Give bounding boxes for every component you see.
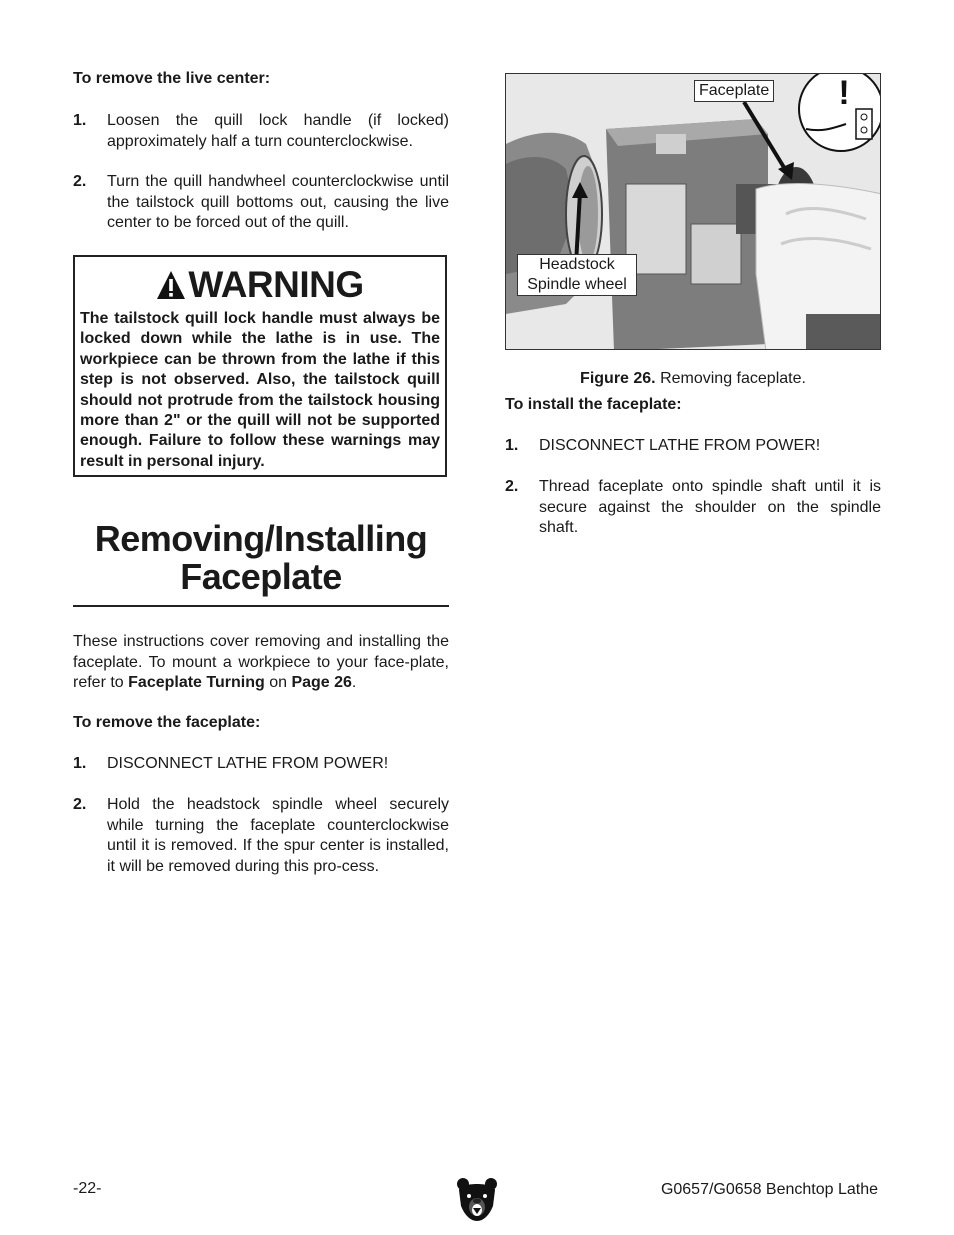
step-number: 2.: [505, 478, 519, 495]
section-divider: [73, 605, 449, 607]
step-number: 1.: [73, 112, 87, 129]
list-item: [505, 477, 881, 539]
page-reference: Page 26: [291, 674, 352, 691]
page-number: -22-: [73, 1180, 102, 1197]
section-title-line: Faceplate: [180, 556, 342, 597]
step-text: Turn the quill handwheel counterclockwise until the tailstock quill bottoms out, causing the live center to be forced out of the quill.: [107, 173, 449, 231]
figure-caption: Figure 26. Removing faceplate.: [580, 370, 806, 387]
reference-link-text: Faceplate Turning: [128, 674, 265, 691]
svg-text:!: !: [838, 74, 850, 112]
callout-headstock-spindle-wheel: Headstock Spindle wheel: [517, 254, 637, 296]
step-text: Thread faceplate onto spindle shaft until it is secure against the shoulder on the spindle shaft.: [539, 478, 881, 536]
lathe-photo-illustration: [506, 74, 881, 350]
step-text: Loosen the quill lock handle (if locked) approximately half a turn counterclockwise.: [107, 112, 449, 150]
warning-header: [75, 265, 445, 305]
step-number: 1.: [505, 437, 519, 454]
bear-head-icon: [455, 1176, 499, 1222]
remove-heading: To remove the faceplate:: [73, 714, 261, 731]
warning-box: [73, 255, 447, 477]
list-item: [73, 795, 449, 877]
warning-text: The tailstock quill lock handle must always be locked down while the lathe is in use. The workpiece can be thrown from the lathe if this step is not observed. Also, the tailstock quill should not protrude from the tailstock housing more than 2" or the quill will not be supported enough. Failure to follow these warnings may result in personal injury.: [80, 310, 440, 470]
list-item: [505, 436, 881, 457]
live-center-heading: To remove the live center:: [73, 70, 271, 87]
section-title-line: Removing/Installing: [94, 518, 428, 559]
list-item: [73, 754, 449, 775]
callout-faceplate: Faceplate: [694, 80, 774, 102]
list-item: [73, 172, 449, 234]
step-number: 2.: [73, 796, 87, 813]
step-number: 2.: [73, 173, 87, 190]
figure-photo: [505, 73, 881, 350]
warning-title: WARNING: [188, 264, 364, 305]
list-item: [73, 111, 449, 152]
warning-triangle-icon: [156, 270, 186, 300]
section-title: [73, 520, 449, 596]
step-text: Hold the headstock spindle wheel securely while turning the faceplate counterclockwise until it is removed. If the spur center is installed, it will be removed during this pro-cess.: [107, 796, 449, 875]
model-name: G0657/G0658 Benchtop Lathe: [660, 1181, 878, 1198]
install-heading: To install the faceplate:: [505, 396, 682, 413]
step-number: 1.: [73, 755, 87, 772]
step-text: DISCONNECT LATHE FROM POWER!: [107, 755, 389, 772]
step-text: DISCONNECT LATHE FROM POWER!: [539, 437, 821, 454]
intro-paragraph: These instructions cover removing and installing the faceplate. To mount a workpiece to your face-plate, refer to Faceplate Turning on Page 26.: [73, 633, 449, 691]
